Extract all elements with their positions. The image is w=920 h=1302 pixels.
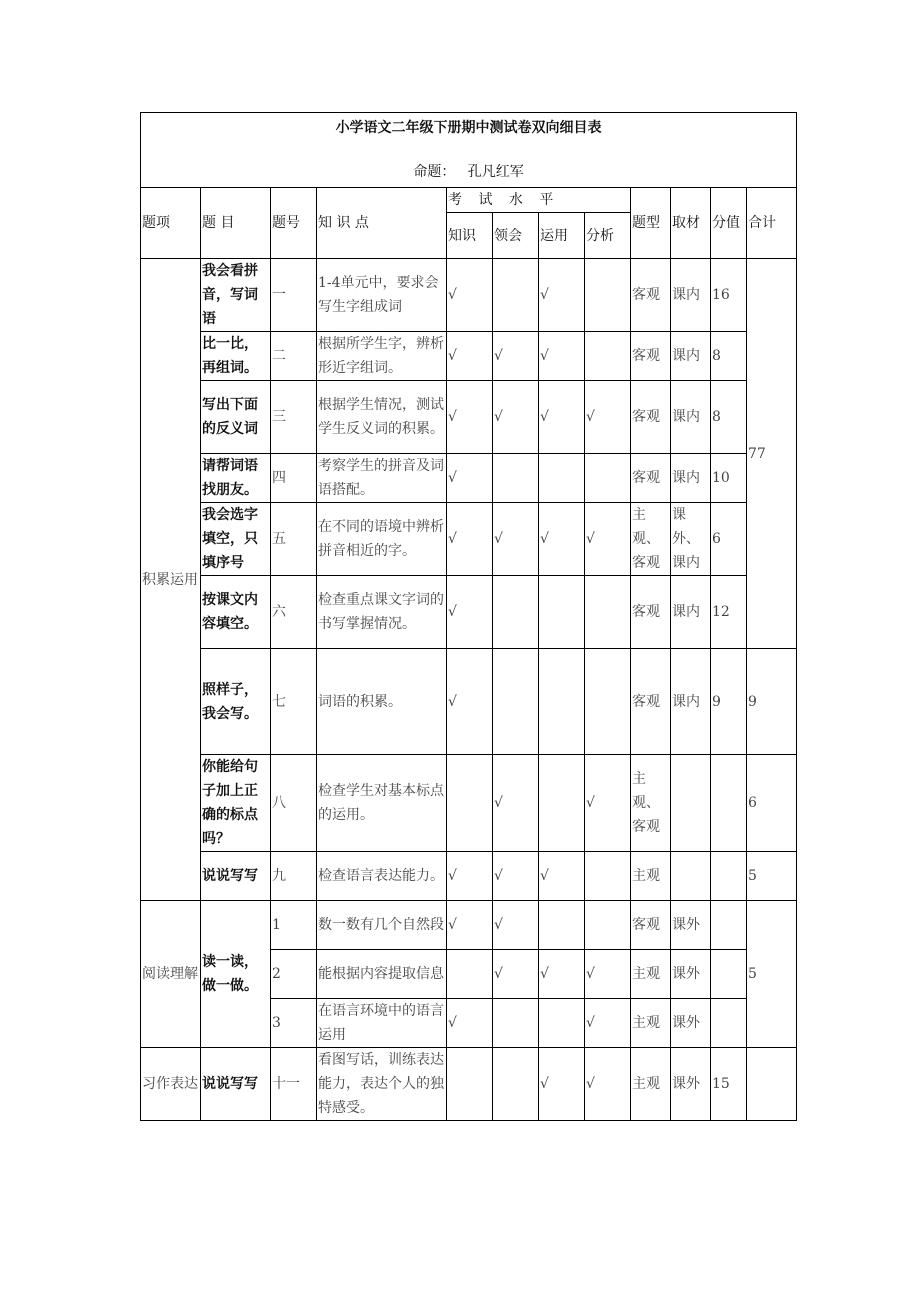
row-number: 九 bbox=[271, 852, 317, 901]
section-writing: 习作表达 bbox=[141, 1048, 201, 1121]
row-score: 9 bbox=[711, 649, 747, 755]
row-knowledge: 在不同的语境中辨析拼音相近的字。 bbox=[317, 503, 447, 576]
check-mark: √ bbox=[447, 649, 493, 755]
empty-cell bbox=[585, 259, 631, 332]
table-row bbox=[141, 901, 797, 950]
table-row bbox=[141, 852, 797, 901]
empty-cell bbox=[585, 454, 631, 503]
empty-cell bbox=[539, 999, 585, 1048]
row-source: 课内 bbox=[671, 381, 711, 454]
row-type: 主观、客观 bbox=[631, 755, 671, 852]
row-score: 8 bbox=[711, 332, 747, 381]
row-knowledge: 数一数有几个自然段 bbox=[317, 901, 447, 950]
row-number: 一 bbox=[271, 259, 317, 332]
empty-cell bbox=[539, 454, 585, 503]
title-cell bbox=[141, 113, 797, 188]
check-mark: √ bbox=[447, 454, 493, 503]
header-level-analyze: 分析 bbox=[585, 213, 631, 259]
row-score bbox=[711, 852, 747, 901]
row-knowledge: 根据学生情况，测试学生反义词的积累。 bbox=[317, 381, 447, 454]
row-score: 16 bbox=[711, 259, 747, 332]
row-number: 2 bbox=[271, 950, 317, 999]
row-number: 二 bbox=[271, 332, 317, 381]
row-number: 四 bbox=[271, 454, 317, 503]
header-item: 题 目 bbox=[201, 188, 271, 259]
table-row bbox=[141, 259, 797, 332]
total-group1: 77 bbox=[747, 259, 797, 649]
row-knowledge: 检查语言表达能力。 bbox=[317, 852, 447, 901]
check-mark: √ bbox=[493, 381, 539, 454]
check-mark: √ bbox=[539, 1048, 585, 1121]
check-mark: √ bbox=[447, 381, 493, 454]
row-type: 主观、客观 bbox=[631, 503, 671, 576]
row-score bbox=[711, 950, 747, 999]
check-mark: √ bbox=[585, 999, 631, 1048]
row-type: 客观 bbox=[631, 649, 671, 755]
total-q8: 6 bbox=[747, 755, 797, 852]
author-name: 孔凡红军 bbox=[467, 164, 524, 180]
row-number: 七 bbox=[271, 649, 317, 755]
empty-cell bbox=[447, 1048, 493, 1121]
header-level: 考 试 水 平 bbox=[447, 188, 631, 213]
check-mark: √ bbox=[447, 503, 493, 576]
check-mark: √ bbox=[447, 999, 493, 1048]
row-type: 客观 bbox=[631, 576, 671, 649]
header-section: 题项 bbox=[141, 188, 201, 259]
check-mark: √ bbox=[493, 852, 539, 901]
row-source: 课外 bbox=[671, 950, 711, 999]
row-item: 说说写写 bbox=[201, 852, 271, 901]
row-number: 1 bbox=[271, 901, 317, 950]
row-item: 读一读，做一做。 bbox=[201, 901, 271, 1048]
check-mark: √ bbox=[539, 259, 585, 332]
row-item: 我会选字填空，只填序号 bbox=[201, 503, 271, 576]
empty-cell bbox=[539, 755, 585, 852]
empty-cell bbox=[585, 576, 631, 649]
empty-cell bbox=[493, 1048, 539, 1121]
row-item: 请帮词语找朋友。 bbox=[201, 454, 271, 503]
check-mark: √ bbox=[493, 503, 539, 576]
total-q7: 9 bbox=[747, 649, 797, 755]
table-row bbox=[141, 649, 797, 755]
row-source: 课外 bbox=[671, 1048, 711, 1121]
empty-cell bbox=[539, 576, 585, 649]
row-number: 八 bbox=[271, 755, 317, 852]
row-source bbox=[671, 755, 711, 852]
title-row bbox=[141, 113, 797, 188]
empty-cell bbox=[585, 901, 631, 950]
row-score bbox=[711, 755, 747, 852]
row-score: 6 bbox=[711, 503, 747, 576]
table-row bbox=[141, 454, 797, 503]
row-item: 照样子，我会写。 bbox=[201, 649, 271, 755]
row-source bbox=[671, 852, 711, 901]
table-row bbox=[141, 332, 797, 381]
row-source: 课内 bbox=[671, 576, 711, 649]
row-number: 五 bbox=[271, 503, 317, 576]
check-mark: √ bbox=[539, 381, 585, 454]
row-knowledge: 看图写话，训练表达能力，表达个人的独特感受。 bbox=[317, 1048, 447, 1121]
section-accumulate: 积累运用 bbox=[141, 259, 201, 901]
row-item: 比一比，再组词。 bbox=[201, 332, 271, 381]
check-mark: √ bbox=[585, 1048, 631, 1121]
empty-cell bbox=[493, 576, 539, 649]
check-mark: √ bbox=[539, 852, 585, 901]
empty-cell bbox=[585, 852, 631, 901]
total-reading: 5 bbox=[747, 901, 797, 1048]
row-item: 按课文内容填空。 bbox=[201, 576, 271, 649]
empty-cell bbox=[493, 454, 539, 503]
empty-cell bbox=[493, 999, 539, 1048]
row-source: 课外 bbox=[671, 999, 711, 1048]
row-type: 客观 bbox=[631, 381, 671, 454]
row-type: 客观 bbox=[631, 901, 671, 950]
row-knowledge: 在语言环境中的语言运用 bbox=[317, 999, 447, 1048]
row-type: 主观 bbox=[631, 950, 671, 999]
header-number: 题号 bbox=[271, 188, 317, 259]
header-row-1 bbox=[141, 188, 797, 213]
row-source: 课外、课内 bbox=[671, 503, 711, 576]
check-mark: √ bbox=[447, 576, 493, 649]
check-mark: √ bbox=[447, 901, 493, 950]
row-knowledge: 词语的积累。 bbox=[317, 649, 447, 755]
row-knowledge: 1-4单元中，要求会写生字组成词 bbox=[317, 259, 447, 332]
empty-cell bbox=[493, 259, 539, 332]
row-type: 客观 bbox=[631, 332, 671, 381]
spec-table-sheet bbox=[140, 112, 796, 1121]
row-item: 你能给句子加上正确的标点吗？ bbox=[201, 755, 271, 852]
table-row bbox=[141, 1048, 797, 1121]
table-row bbox=[141, 503, 797, 576]
empty-cell bbox=[539, 901, 585, 950]
row-knowledge: 根据所学生字，辨析形近字组词。 bbox=[317, 332, 447, 381]
row-type: 客观 bbox=[631, 454, 671, 503]
check-mark: √ bbox=[447, 332, 493, 381]
row-type: 主观 bbox=[631, 852, 671, 901]
header-type: 题型 bbox=[631, 188, 671, 259]
empty-cell bbox=[447, 950, 493, 999]
row-score bbox=[711, 901, 747, 950]
header-level-comprehend: 领会 bbox=[493, 213, 539, 259]
header-level-knowledge: 知识 bbox=[447, 213, 493, 259]
row-score: 8 bbox=[711, 381, 747, 454]
header-knowledge: 知 识 点 bbox=[317, 188, 447, 259]
row-knowledge: 检查学生对基本标点的运用。 bbox=[317, 755, 447, 852]
check-mark: √ bbox=[539, 332, 585, 381]
empty-cell bbox=[585, 332, 631, 381]
row-source: 课内 bbox=[671, 259, 711, 332]
check-mark: √ bbox=[585, 755, 631, 852]
row-item: 说说写写 bbox=[201, 1048, 271, 1121]
row-type: 主观 bbox=[631, 999, 671, 1048]
spec-table bbox=[140, 112, 797, 1121]
check-mark: √ bbox=[493, 332, 539, 381]
empty-cell bbox=[747, 1048, 797, 1121]
row-number: 3 bbox=[271, 999, 317, 1048]
check-mark: √ bbox=[493, 901, 539, 950]
row-knowledge: 检查重点课文字词的书写掌握情况。 bbox=[317, 576, 447, 649]
row-item: 写出下面的反义词 bbox=[201, 381, 271, 454]
table-row bbox=[141, 576, 797, 649]
row-type: 客观 bbox=[631, 259, 671, 332]
row-number: 六 bbox=[271, 576, 317, 649]
row-type: 主观 bbox=[631, 1048, 671, 1121]
header-level-apply: 运用 bbox=[539, 213, 585, 259]
row-item: 我会看拼音，写词语 bbox=[201, 259, 271, 332]
empty-cell bbox=[539, 649, 585, 755]
check-mark: √ bbox=[585, 503, 631, 576]
header-source: 取材 bbox=[671, 188, 711, 259]
row-source: 课外 bbox=[671, 901, 711, 950]
row-score: 10 bbox=[711, 454, 747, 503]
table-row bbox=[141, 755, 797, 852]
row-source: 课内 bbox=[671, 454, 711, 503]
total-q9: 5 bbox=[747, 852, 797, 901]
check-mark: √ bbox=[539, 950, 585, 999]
row-knowledge: 考察学生的拼音及词语搭配。 bbox=[317, 454, 447, 503]
empty-cell bbox=[585, 649, 631, 755]
table-row bbox=[141, 381, 797, 454]
row-number: 十一 bbox=[271, 1048, 317, 1121]
row-score bbox=[711, 999, 747, 1048]
check-mark: √ bbox=[539, 503, 585, 576]
check-mark: √ bbox=[585, 950, 631, 999]
author-line bbox=[142, 157, 795, 187]
row-source: 课内 bbox=[671, 332, 711, 381]
row-source: 课内 bbox=[671, 649, 711, 755]
row-score: 15 bbox=[711, 1048, 747, 1121]
header-score: 分值 bbox=[711, 188, 747, 259]
empty-cell bbox=[447, 755, 493, 852]
check-mark: √ bbox=[447, 259, 493, 332]
check-mark: √ bbox=[493, 755, 539, 852]
author-label: 命题： bbox=[413, 164, 456, 180]
check-mark: √ bbox=[493, 950, 539, 999]
row-knowledge: 能根据内容提取信息 bbox=[317, 950, 447, 999]
section-reading: 阅读理解 bbox=[141, 901, 201, 1048]
table-title: 小学语文二年级下册期中测试卷双向细目表 bbox=[335, 120, 602, 136]
check-mark: √ bbox=[447, 852, 493, 901]
header-total: 合计 bbox=[747, 188, 797, 259]
empty-cell bbox=[493, 649, 539, 755]
row-score: 12 bbox=[711, 576, 747, 649]
row-number: 三 bbox=[271, 381, 317, 454]
check-mark: √ bbox=[585, 381, 631, 454]
